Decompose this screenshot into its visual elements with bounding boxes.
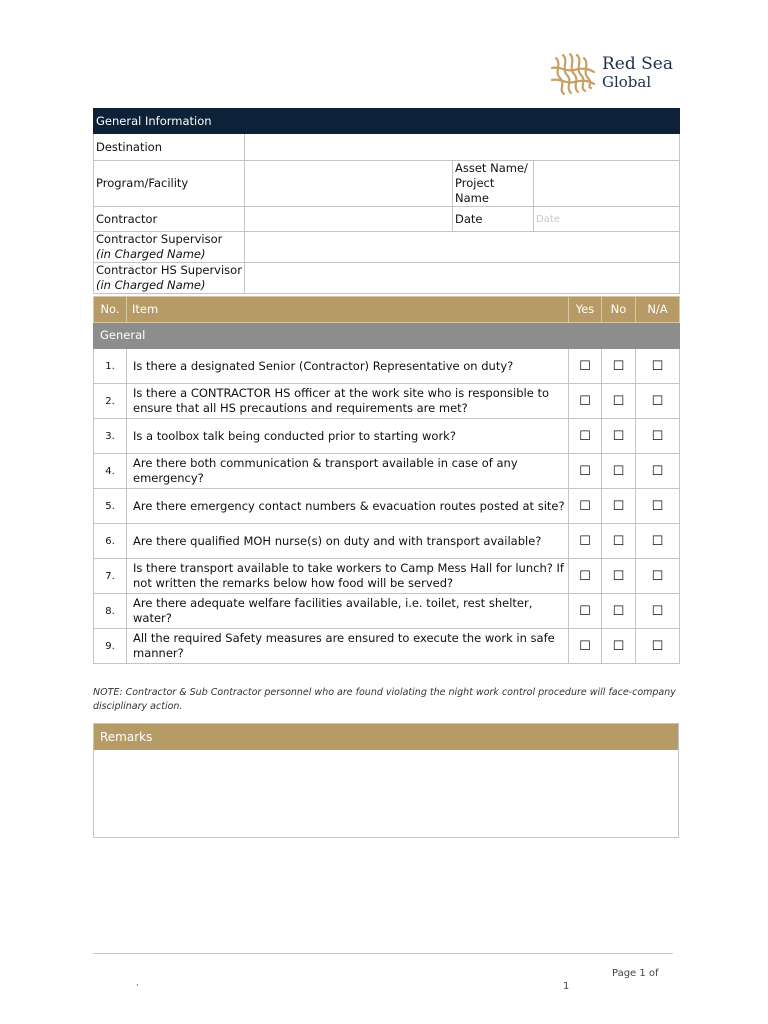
item-number: 7. xyxy=(94,559,127,594)
no-checkbox[interactable]: ☐ xyxy=(602,524,636,559)
yes-checkbox[interactable]: ☐ xyxy=(569,384,602,419)
contractor-field[interactable] xyxy=(245,207,453,232)
item-text: Is there a CONTRACTOR HS officer at the work site who is responsible to ensure that all HS precautions and requirements are met? xyxy=(127,384,569,419)
contractor-supervisor-label xyxy=(94,232,245,263)
column-header-no: No. xyxy=(94,297,127,323)
checklist-row xyxy=(94,419,680,454)
logo-line-1: Red Sea xyxy=(602,54,673,74)
na-checkbox[interactable]: ☐ xyxy=(636,349,680,384)
asset-name-label-line-1: Asset Name/ xyxy=(455,161,528,175)
asset-name-label-line-2: Project Name xyxy=(455,176,495,205)
no-checkbox[interactable]: ☐ xyxy=(602,559,636,594)
logo-line-2: Global xyxy=(602,73,652,91)
item-number: 4. xyxy=(94,454,127,489)
destination-field[interactable] xyxy=(245,134,680,161)
checklist-row xyxy=(94,524,680,559)
checklist-table xyxy=(93,296,680,664)
page-of-label: Page 1 of xyxy=(612,968,659,979)
checklist-row xyxy=(94,384,680,419)
contractor-supervisor-label-text: Contractor Supervisor xyxy=(96,232,223,246)
item-text: Are there adequate welfare facilities available, i.e. toilet, rest shelter, water? xyxy=(127,594,569,629)
remarks-field[interactable] xyxy=(94,750,678,836)
yes-checkbox[interactable]: ☐ xyxy=(569,349,602,384)
column-header-item: Item xyxy=(127,297,569,323)
destination-label: Destination xyxy=(94,134,245,161)
item-text: Are there qualified MOH nurse(s) on duty and with transport available? xyxy=(127,524,569,559)
contractor-hs-supervisor-label-text: Contractor HS Supervisor xyxy=(96,263,242,277)
footer-mark: , xyxy=(136,978,139,988)
asset-name-field[interactable] xyxy=(534,161,680,207)
contractor-supervisor-field[interactable] xyxy=(245,232,680,263)
general-information-table xyxy=(93,108,680,294)
section-general-header: General xyxy=(94,323,680,349)
remarks-header: Remarks xyxy=(94,724,678,750)
na-checkbox[interactable]: ☐ xyxy=(636,559,680,594)
na-checkbox[interactable]: ☐ xyxy=(636,524,680,559)
item-number: 1. xyxy=(94,349,127,384)
na-checkbox[interactable]: ☐ xyxy=(636,489,680,524)
item-number: 8. xyxy=(94,594,127,629)
program-facility-label: Program/Facility xyxy=(94,161,245,207)
checklist-row xyxy=(94,489,680,524)
checklist-row xyxy=(94,349,680,384)
red-sea-global-logo xyxy=(548,50,678,98)
date-label: Date xyxy=(453,207,534,232)
disciplinary-note: NOTE: Contractor & Sub Contractor personnel who are found violating the night work control procedure will face-company disciplinary action. xyxy=(93,687,676,712)
program-facility-field[interactable] xyxy=(245,161,453,207)
item-number: 5. xyxy=(94,489,127,524)
yes-checkbox[interactable]: ☐ xyxy=(569,629,602,664)
checklist-row xyxy=(94,629,680,664)
page-total: 1 xyxy=(563,981,570,992)
yes-checkbox[interactable]: ☐ xyxy=(569,559,602,594)
no-checkbox[interactable]: ☐ xyxy=(602,419,636,454)
na-checkbox[interactable]: ☐ xyxy=(636,419,680,454)
item-number: 6. xyxy=(94,524,127,559)
item-text: Are there both communication & transport available in case of any emergency? xyxy=(127,454,569,489)
no-checkbox[interactable]: ☐ xyxy=(602,594,636,629)
checklist-row xyxy=(94,594,680,629)
general-information-header: General Information xyxy=(94,109,680,134)
item-number: 9. xyxy=(94,629,127,664)
item-text: Is a toolbox talk being conducted prior to starting work? xyxy=(127,419,569,454)
contractor-hs-supervisor-sublabel: (in Charged Name) xyxy=(96,278,206,292)
column-header-yes: Yes xyxy=(569,297,602,323)
contractor-supervisor-sublabel: (in Charged Name) xyxy=(96,247,206,261)
no-checkbox[interactable]: ☐ xyxy=(602,349,636,384)
yes-checkbox[interactable]: ☐ xyxy=(569,524,602,559)
item-text: Are there emergency contact numbers & evacuation routes posted at site? xyxy=(127,489,569,524)
no-checkbox[interactable]: ☐ xyxy=(602,629,636,664)
na-checkbox[interactable]: ☐ xyxy=(636,454,680,489)
yes-checkbox[interactable]: ☐ xyxy=(569,419,602,454)
contractor-hs-supervisor-field[interactable] xyxy=(245,263,680,294)
footer-divider xyxy=(93,953,673,954)
checklist-row xyxy=(94,559,680,594)
contractor-hs-supervisor-label xyxy=(94,263,245,294)
item-number: 2. xyxy=(94,384,127,419)
item-text: All the required Safety measures are ensured to execute the work in safe manner? xyxy=(127,629,569,664)
column-header-no-answer: No xyxy=(602,297,636,323)
yes-checkbox[interactable]: ☐ xyxy=(569,489,602,524)
no-checkbox[interactable]: ☐ xyxy=(602,384,636,419)
item-text: Is there transport available to take workers to Camp Mess Hall for lunch? If not written the remarks below how food will be served? xyxy=(127,559,569,594)
date-field[interactable]: Date xyxy=(534,207,680,232)
remarks-box xyxy=(93,723,679,838)
column-header-na: N/A xyxy=(636,297,680,323)
na-checkbox[interactable]: ☐ xyxy=(636,384,680,419)
na-checkbox[interactable]: ☐ xyxy=(636,629,680,664)
asset-name-label xyxy=(453,161,534,207)
yes-checkbox[interactable]: ☐ xyxy=(569,594,602,629)
logo-mark-icon xyxy=(548,50,598,98)
no-checkbox[interactable]: ☐ xyxy=(602,489,636,524)
item-text: Is there a designated Senior (Contractor) Representative on duty? xyxy=(127,349,569,384)
item-number: 3. xyxy=(94,419,127,454)
yes-checkbox[interactable]: ☐ xyxy=(569,454,602,489)
contractor-label: Contractor xyxy=(94,207,245,232)
na-checkbox[interactable]: ☐ xyxy=(636,594,680,629)
no-checkbox[interactable]: ☐ xyxy=(602,454,636,489)
checklist-row xyxy=(94,454,680,489)
